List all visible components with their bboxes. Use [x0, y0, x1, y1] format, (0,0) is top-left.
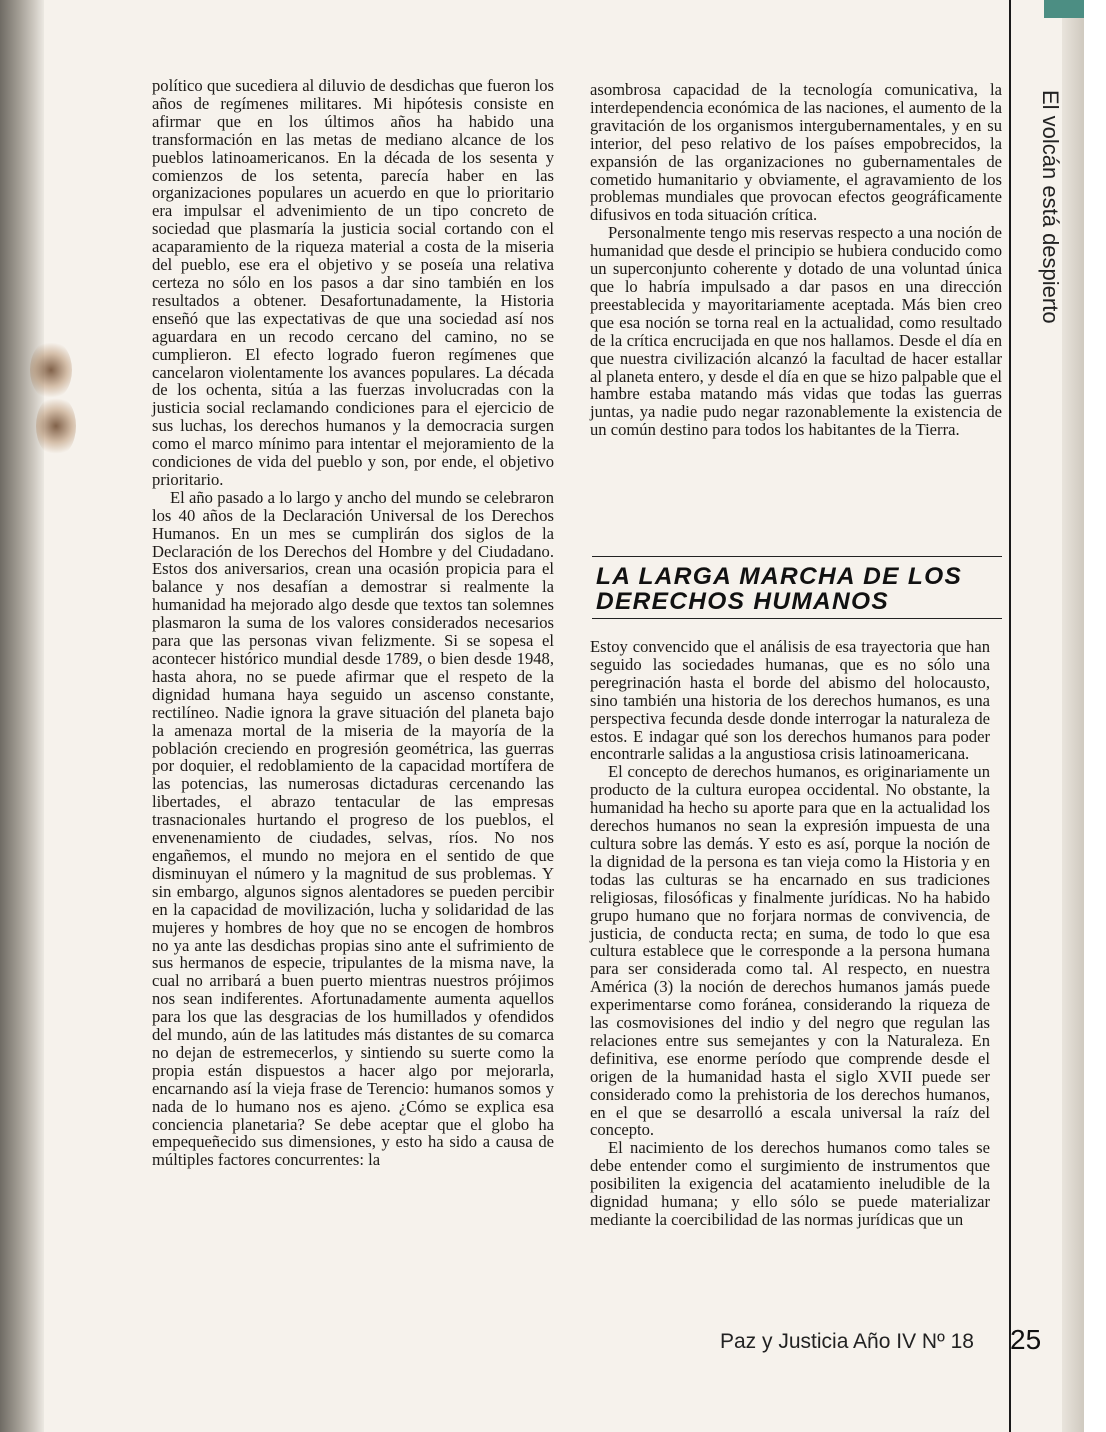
footer-publication: Paz y Justicia Año IV Nº 18: [720, 1330, 974, 1353]
paragraph: El concepto de derechos humanos, es originariamente un producto de la cultura europea occidental. No obstante, la humanidad ha hecho su aporte para que en la actualidad los derechos humanos no sean la expresión impuesta de una cultura sobre las demás. Y esto es así, porque la noción de la dignidad de la persona es tan vieja como la Historia y en todas las culturas se ha encarnado en sus tradiciones religiosas, filosóficas y finalmente jurídicas. No ha habido grupo humano que no forjara normas de convivencia, de justicia, de conducta recta; en suma, de todo lo que esa cultura establece que le corresponde a la persona humana para ser considerada como tal. Al respecto, en nuestra América (3) la noción de derechos humanos jamás puede experimentarse como foránea, considerando la riqueza de las cosmovisiones del indio y del negro que regulan las relaciones entre sus semejantes y con la Naturaleza. En definitiva, ese enorme período que comprende desde el origen de la humanidad hasta el siglo XVII puede ser considerado como la prehistoria de los derechos humanos, en el que se desarrolló a escala universal la raíz del concepto.: [590, 762, 990, 1140]
side-divider: [1009, 0, 1011, 1432]
page-number: 25: [1010, 1324, 1042, 1355]
cover-corner: [1044, 0, 1084, 18]
paragraph: Personalmente tengo mis reservas respecto a una noción de humanidad que desde el principio se hubiera conducido como un superconjunto coherente y dotado de una voluntad única que lo habría impulsado a dar pasos en una dirección preestablecida y mayoritariamente aceptada. Más bien creo que esa noción se torna real en la actualidad, como resultado de la crítica encrucijada en que nos hallamos. Desde el día en que nuestra civilización alcanzó la facultad de hacer estallar al planeta entero, y desde el día en que se hizo palpable que el hambre estaba matando más vidas que todas las guerras juntas, ya nadie pudo negar razonablemente la existencia de un común destino para todos los habitantes de la Tierra.: [590, 223, 1002, 440]
section-heading: LA LARGA MARCHA DE LOS DERECHOS HUMANOS: [596, 563, 963, 615]
heading-rule-top: [592, 556, 1002, 557]
paragraph: El año pasado a lo largo y ancho del mundo se celebraron los 40 años de la Declaración Universal de los Derechos Humanos. En un mes se cumplirán dos siglos de la Declaración de los Derechos del Hombre y del Ciudadano. Estos dos aniversarios, crean una ocasión propicia para el balance y nos desafían a demostrar si realmente la humanidad ha mejorado algo desde que textos tan solemnes plasmaron la suma de los valores considerados necesarios para que las personas vivan felizmente. Si se sopesa el acontecer histórico mundial desde 1789, o bien desde 1948, hasta ahora, no se puede afirmar que el respeto de la dignidad humana haya seguido un ascenso constante, rectilíneo. Nadie ignora la grave situación del planeta bajo la amenaza mortal de la miseria de la mayoría de la población creciendo en progresión geométrica, las guerras por doquier, el redoblamiento de la capacidad mortífera de las potencias, las numerosas dictaduras cercenando las libertades, el abrazo tentacular de las empresas trasnacionales hurtando el progreso de los pueblos, el envenenamiento de ciudades, selvas, ríos. No nos engañemos, el mundo no mejora en el sentido de que disminuyan el número y la magnitud de sus problemas. Y sin embargo, algunos signos alentadores se pueden percibir en la capacidad de movilización, lucha y solidaridad de las mujeres y hombres de hoy que no se encogen de hombros no ya ante las desdichas propias sino ante el sufrimiento de sus hermanos de especie, tripulantes de la misma nave, la cual no arribará a buen puerto mientras nuestros prójimos nos sean indiferentes. Afortunadamente aumenta aquellos para los que las desgracias de los humillados y ofendidos del mundo, aún de las latitudes más distantes de su comarca no dejan de estremecerlos, y sintiendo su suerte como la propia están dispuestos a hacer algo por mejorarla, encarnando así la vieja frase de Terencio: humanos somos y nada de lo humano nos es ajeno. ¿Cómo se explica esa conciencia planetaria? Se debe aceptar que el globo ha empequeñecido sus dimensiones, y esto ha sido a causa de múltiples factores concurrentes: la: [152, 487, 554, 1170]
paragraph: asombrosa capacidad de la tecnología comunicativa, la interdependencia económica de las naciones, el aumento de la gravitación de los organismos intergubernamentales, y en su interior, del peso relativo de los países empobrecidos, la expansión de las organizaciones no gubernamentales de cometido humanitario y obviamente, el agravamiento de los problemas mundiales que provocan efectos geográficamente difusivos en toda situación crítica.: [590, 80, 1002, 225]
right-column-bottom: [590, 638, 990, 1229]
heading-rule-bottom: [592, 618, 1002, 619]
scan-binding-shadow: [0, 0, 46, 1432]
burn-stain: [36, 395, 76, 457]
burn-stain: [30, 340, 72, 400]
right-column-top: [590, 81, 1002, 439]
paragraph: Estoy convencido que el análisis de esa trayectoria que han seguido las sociedades humanas, que es no sólo una peregrinación hasta el borde del abismo del holocausto, sino también una historia de los derechos humanos, es una perspectiva fecunda desde donde interrogar la naturaleza de estos. E indagar qué son los derechos humanos para poder encontrarle salidas a la angustiosa crisis latinoamericana.: [590, 637, 990, 764]
paragraph: político que sucediera al diluvio de desdichas que fueron los años de regímenes militares. Mi hipótesis consiste en afirmar que en los últimos años ha habido una transformación en las metas de mediano alcance de los pueblos latinoamericanos. En la década de los sesenta y comienzos de los setenta, parecía haber en las organizaciones populares un acuerdo en que lo prioritario era impulsar el advenimiento de un tipo concreto de sociedad que plasmaría la justicia social cortando con el acaparamiento de la riqueza material a costa de la miseria del pueblo, ese era el objetivo y se poseía una relativa certeza no sólo en los pasos a dar sino también en los resultados a obtener. Desafortunadamente, la Historia enseñó que las expectativas de que una sociedad así nos aguardara en un recodo cercano del camino, no se cumplieron. El efecto logrado fueron regímenes que cancelaron violentamente los avances populares. La década de los ochenta, sitúa a las fuerzas involucradas con la justicia social reclamando condiciones para el ejercicio de sus luchas, los derechos humanos y la democracia surgen como el marco mínimo para intentar el mejoramiento de la condiciones de vida del pueblo y son, por ende, el objetivo prioritario.: [152, 76, 554, 489]
left-column: [152, 77, 554, 1169]
page-edge: [1062, 0, 1084, 1432]
section-side-title: El volcán está despierto: [1038, 90, 1063, 324]
paragraph: El nacimiento de los derechos humanos como tales se debe entender como el surgimiento de instrumentos que posibiliten la exigencia del acatamiento ineludible de la dignidad humana; y ello sólo se puede materializar mediante la coercibilidad de las normas jurídicas que un: [590, 1138, 990, 1229]
